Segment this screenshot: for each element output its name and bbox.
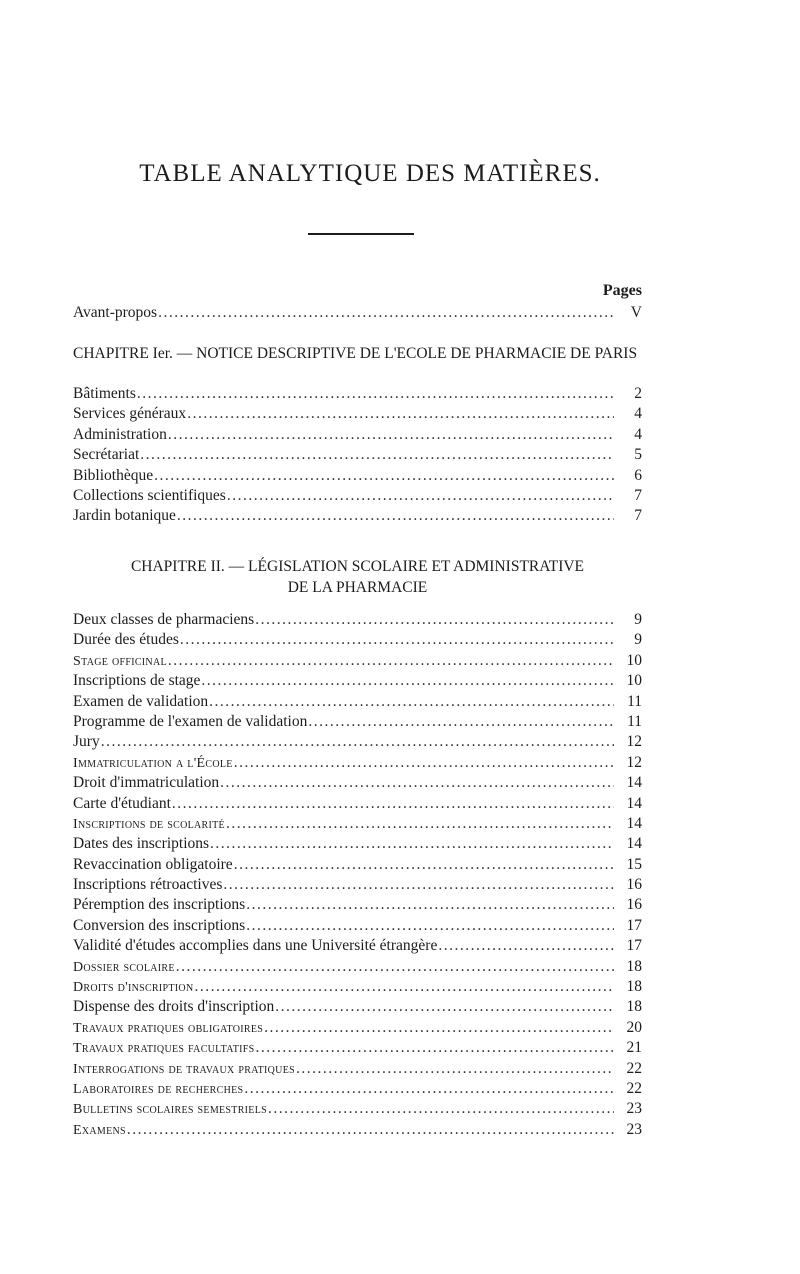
toc-entry-page: 14 <box>626 774 642 792</box>
toc-entry <box>73 385 642 405</box>
toc-entry-label: Avant-propos <box>73 304 158 321</box>
dot-leader <box>255 611 614 629</box>
toc-chapter-1 <box>73 385 642 528</box>
toc-entry-label: Péremption des inscriptions <box>73 896 246 914</box>
toc-entry <box>73 426 642 446</box>
dot-leader <box>255 1039 614 1057</box>
chapter-2-heading <box>73 556 642 598</box>
dot-leader <box>438 937 614 955</box>
toc-entry <box>73 774 642 794</box>
toc-entry-page: 15 <box>626 855 642 873</box>
toc-entry-page: 17 <box>626 937 642 955</box>
dot-leader <box>168 652 614 670</box>
dot-leader <box>180 631 614 649</box>
toc-entry-page: 9 <box>634 631 642 649</box>
toc-entry-page: 10 <box>626 672 642 690</box>
dot-leader <box>137 385 614 403</box>
toc-entry-label: Revaccination obligatoire <box>73 855 233 873</box>
dot-leader <box>308 713 614 731</box>
toc-entry <box>73 754 642 774</box>
toc-entry-page: 4 <box>634 425 642 443</box>
toc-entry <box>73 405 642 425</box>
toc-entry-label: Secrétariat <box>73 446 140 464</box>
toc-entry-label: Services généraux <box>73 405 187 423</box>
toc-entry-label: Carte d'étudiant <box>73 794 171 812</box>
toc-entry <box>73 304 642 324</box>
toc-entry-page: 5 <box>634 446 642 464</box>
dot-leader <box>234 754 614 772</box>
toc-entry-label: Examens <box>73 1122 126 1138</box>
toc-entry-page: 7 <box>634 486 642 504</box>
toc-entry-label: Administration <box>73 425 167 443</box>
toc-entry-page: 18 <box>626 957 642 975</box>
dot-leader <box>220 774 614 792</box>
toc-entry <box>73 611 642 631</box>
dot-leader <box>268 1100 614 1118</box>
dot-leader <box>176 958 614 976</box>
toc-entry-label: Programme de l'examen de validation <box>73 712 308 730</box>
toc-entry <box>73 487 642 507</box>
toc-entry-label: Travaux pratiques obligatoires <box>73 1020 264 1036</box>
dot-leader <box>172 795 614 813</box>
dot-leader <box>296 1060 614 1078</box>
toc-entry <box>73 917 642 937</box>
toc-entry <box>73 1060 642 1080</box>
dot-leader <box>177 507 614 525</box>
toc-entry <box>73 652 642 672</box>
toc-entry-page: 11 <box>627 712 642 730</box>
toc-entry-page: 14 <box>626 794 642 812</box>
toc-entry-label: Droits d'inscription <box>73 980 194 996</box>
chapter-2-heading-line-2: DE LA PHARMACIE <box>287 579 428 596</box>
toc-entry-label: Stage officinal <box>73 653 167 669</box>
toc-entry-page: 17 <box>626 916 642 934</box>
toc-entry <box>73 795 642 815</box>
toc-entry-label: Bâtiments <box>73 385 136 402</box>
toc-entry-page: 23 <box>626 1120 642 1138</box>
toc-entry-page: 21 <box>626 1039 642 1057</box>
toc-entry <box>73 835 642 855</box>
toc-entry-page: V <box>630 304 642 321</box>
toc-entry <box>73 1100 642 1120</box>
toc-entry-page: 4 <box>634 405 642 423</box>
dot-leader <box>264 1019 614 1037</box>
toc-entry-label: Immatriculation a l'École <box>73 755 233 771</box>
toc-entry <box>73 631 642 651</box>
toc-entry-page: 10 <box>626 651 642 669</box>
toc-entry <box>73 856 642 876</box>
toc-entry-page: 6 <box>634 466 642 484</box>
toc-entry-page: 16 <box>626 876 642 894</box>
toc-entry-page: 12 <box>626 753 642 771</box>
toc-entry-label: Dates des inscriptions <box>73 835 210 853</box>
toc-entry-page: 9 <box>634 611 642 628</box>
toc-entry <box>73 693 642 713</box>
toc-entry <box>73 978 642 998</box>
toc-entry-label: Dispense des droits d'inscription <box>73 998 275 1016</box>
dot-leader <box>194 978 614 996</box>
toc-entry-label: Durée des études <box>73 631 179 649</box>
toc-entry <box>73 1039 642 1059</box>
toc-entry-page: 18 <box>626 998 642 1016</box>
dot-leader <box>127 1121 614 1139</box>
toc-entry-label: Travaux pratiques facultatifs <box>73 1041 255 1057</box>
toc-entry-label: Droit d'immatriculation <box>73 774 220 792</box>
toc-entry-label: Jury <box>73 733 100 751</box>
toc-entry-page: 22 <box>626 1059 642 1077</box>
toc-entry-label: Inscriptions de stage <box>73 672 201 690</box>
toc-entry-label: Validité d'études accomplies dans une Université étrangère <box>73 937 438 955</box>
toc-entry-label: Interrogations de travaux pratiques <box>73 1061 295 1077</box>
toc-chapter-2 <box>73 611 642 1141</box>
dot-leader <box>226 815 614 833</box>
toc-entry <box>73 733 642 753</box>
chapter-1-heading: CHAPITRE Ier. — NOTICE DESCRIPTIVE DE L'ECOLE DE PHARMACIE DE PARIS <box>73 345 638 362</box>
toc-entry <box>73 446 642 466</box>
toc-entry <box>73 672 642 692</box>
toc-entry-label: Laboratoires de recherches <box>73 1081 244 1097</box>
dot-leader <box>275 998 614 1016</box>
dot-leader <box>140 446 614 464</box>
toc-entry-page: 20 <box>626 1018 642 1036</box>
page-title: TABLE ANALYTIQUE DES MATIÈRES. <box>139 160 601 187</box>
toc-entry <box>73 815 642 835</box>
toc-entry <box>73 998 642 1018</box>
toc-entry-label: Dossier scolaire <box>73 959 175 975</box>
dot-leader <box>223 876 614 894</box>
toc-entry <box>73 1121 642 1141</box>
toc-entry-label: Deux classes de pharmaciens <box>73 611 255 628</box>
title-rule-divider <box>308 233 414 235</box>
toc-entry-label: Jardin botanique <box>73 507 176 525</box>
toc-entry-label: Conversion des inscriptions <box>73 916 246 934</box>
dot-leader <box>187 405 614 423</box>
toc-entry <box>73 896 642 916</box>
toc-entry-page: 18 <box>626 978 642 996</box>
toc-entry-label: Inscriptions rétroactives <box>73 876 223 894</box>
dot-leader <box>227 487 614 505</box>
toc-entry-label: Collections scientifiques <box>73 486 226 504</box>
toc-entry-page: 14 <box>626 835 642 853</box>
pages-column-header: Pages <box>602 282 642 299</box>
toc-entry <box>73 958 642 978</box>
dot-leader <box>201 672 614 690</box>
dot-leader <box>210 835 614 853</box>
dot-leader <box>168 426 614 444</box>
toc-avant-propos <box>73 304 642 324</box>
dot-leader <box>209 693 614 711</box>
dot-leader <box>154 467 614 485</box>
toc-entry <box>73 1019 642 1039</box>
dot-leader <box>246 917 614 935</box>
toc-entry-page: 23 <box>626 1100 642 1118</box>
dot-leader <box>234 856 614 874</box>
dot-leader <box>101 733 614 751</box>
toc-entry-label: Bibliothèque <box>73 466 154 484</box>
toc-entry-page: 16 <box>626 896 642 914</box>
toc-entry-page: 7 <box>634 507 642 525</box>
toc-entry-page: 2 <box>634 385 642 402</box>
toc-entry <box>73 876 642 896</box>
chapter-2-heading-line-1: CHAPITRE II. — LÉGISLATION SCOLAIRE ET ADMINISTRATIVE <box>130 558 585 575</box>
dot-leader <box>244 1080 614 1098</box>
toc-entry-label: Inscriptions de scolarité <box>73 816 225 832</box>
toc-entry-page: 11 <box>627 692 642 710</box>
toc-entry-page: 12 <box>626 733 642 751</box>
toc-entry <box>73 467 642 487</box>
dot-leader <box>158 304 614 322</box>
toc-entry-page: 14 <box>626 814 642 832</box>
toc-entry <box>73 1080 642 1100</box>
dot-leader <box>246 896 614 914</box>
toc-entry-label: Examen de validation <box>73 692 209 710</box>
toc-entry <box>73 713 642 733</box>
toc-entry-label: Bulletins scolaires semestriels <box>73 1102 267 1118</box>
toc-entry <box>73 507 642 527</box>
toc-entry <box>73 937 642 957</box>
toc-entry-page: 22 <box>626 1079 642 1097</box>
